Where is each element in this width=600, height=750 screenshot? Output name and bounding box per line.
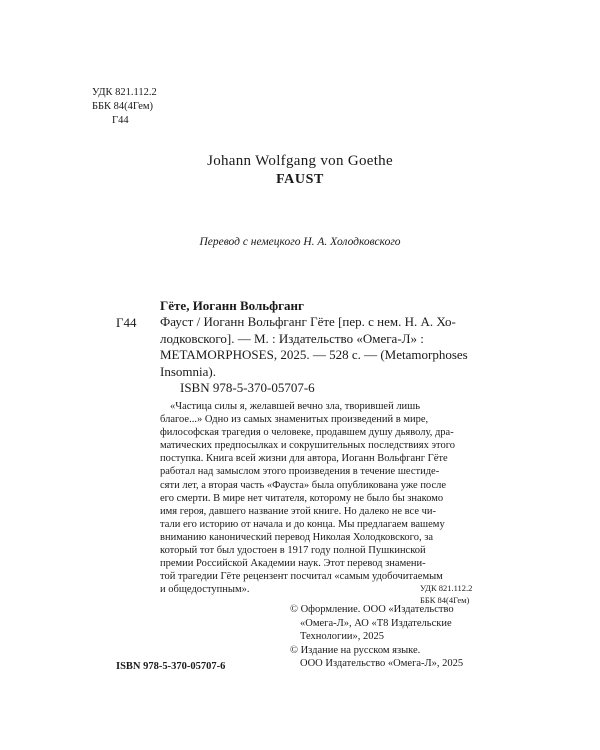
annotation-line: философская трагедия о человеке, продавшем душу дьяволу, дра-: [160, 427, 454, 439]
annotation-line: той трагедии Гёте рецензент посчитал «самым удобочитаемым: [160, 571, 443, 583]
catalog-entry-isbn: ISBN 978-5-370-05707-6: [180, 380, 315, 395]
isbn-bottom: ISBN 978-5-370-05707-6: [116, 661, 226, 672]
catalog-entry-line: METAMORPHOSES, 2025. — 528 с. — (Metamorphoses: [160, 347, 468, 362]
translator-note: Перевод с немецкого Н. А. Холодковского: [199, 236, 401, 248]
annotation-line: его смерти. В мире нет читателя, которому не было бы знакомо: [160, 492, 444, 504]
copyright-line: © Оформление. ООО «Издательство: [290, 604, 454, 615]
udk-code-bottom: УДК 821.112.2: [420, 583, 473, 593]
copyright-line: ООО Издательство «Омега-Л», 2025: [300, 658, 464, 669]
annotation-line: работал над замыслом этого произведения в течение шестиде-: [160, 466, 440, 478]
catalog-entry-heading: Гёте, Иоганн Вольфганг: [160, 298, 304, 313]
bbk-code: ББК 84(4Гем): [92, 101, 154, 112]
copyright-line: Технологии», 2025: [300, 631, 385, 642]
catalog-entry-code: Г44: [116, 315, 137, 330]
annotation-line: который тот был удостоен в 1917 году полной Пушкинской: [160, 545, 426, 557]
annotation-line: тали его историю от начала и до конца. Мы предлагаем вашему: [160, 518, 445, 530]
catalog-entry-line: лодковского]. — М. : Издательство «Омега-Л» :: [160, 330, 424, 346]
work-title: FAUST: [276, 172, 324, 187]
catalog-entry-body: [160, 314, 478, 380]
annotation-line: матических предпосылках и сокрушительных последствиях этого: [160, 440, 455, 452]
annotation-line: благое...» Одно из самых знаменитых произведений в мире,: [160, 414, 429, 426]
classification-top: [92, 86, 157, 128]
annotation-line: поступка. Книга всей жизни для автора, Иоганн Вольфганг Гёте: [160, 453, 448, 465]
annotation-line: премии Российской Академии наук. Этот перевод знамени-: [160, 558, 426, 570]
title-block: [0, 152, 600, 189]
annotation-line: «Частица силы я, желавшей вечно зла, творившей лишь: [170, 401, 421, 412]
catalog-entry-line: Insomnia).: [160, 363, 216, 379]
annotation-line: вниманию канонический перевод Николая Холодковского, за: [160, 531, 434, 543]
copyright-block: [290, 603, 463, 671]
book-annotation: [160, 400, 478, 596]
annotation-line: сяти лет, а вторая часть «Фауста» была опубликована уже после: [160, 479, 447, 491]
annotation-line: имя героя, давшего название этой книге. Но далеко не все чи-: [160, 505, 437, 517]
udk-code: УДК 821.112.2: [92, 87, 157, 98]
author-name: Johann Wolfgang von Goethe: [207, 153, 393, 169]
catalog-entry-line: Фауст / Иоганн Вольфганг Гёте [пер. с нем. Н. А. Хо-: [160, 314, 456, 329]
copyright-line: © Издание на русском языке.: [290, 644, 421, 656]
bbk-code-bottom: ББК 84(4Гем): [420, 595, 470, 605]
copyright-line: «Омега-Л», АО «Т8 Издательские: [300, 617, 452, 629]
author-mark-code: Г44: [112, 115, 129, 126]
annotation-line: и общедоступным».: [160, 584, 250, 596]
